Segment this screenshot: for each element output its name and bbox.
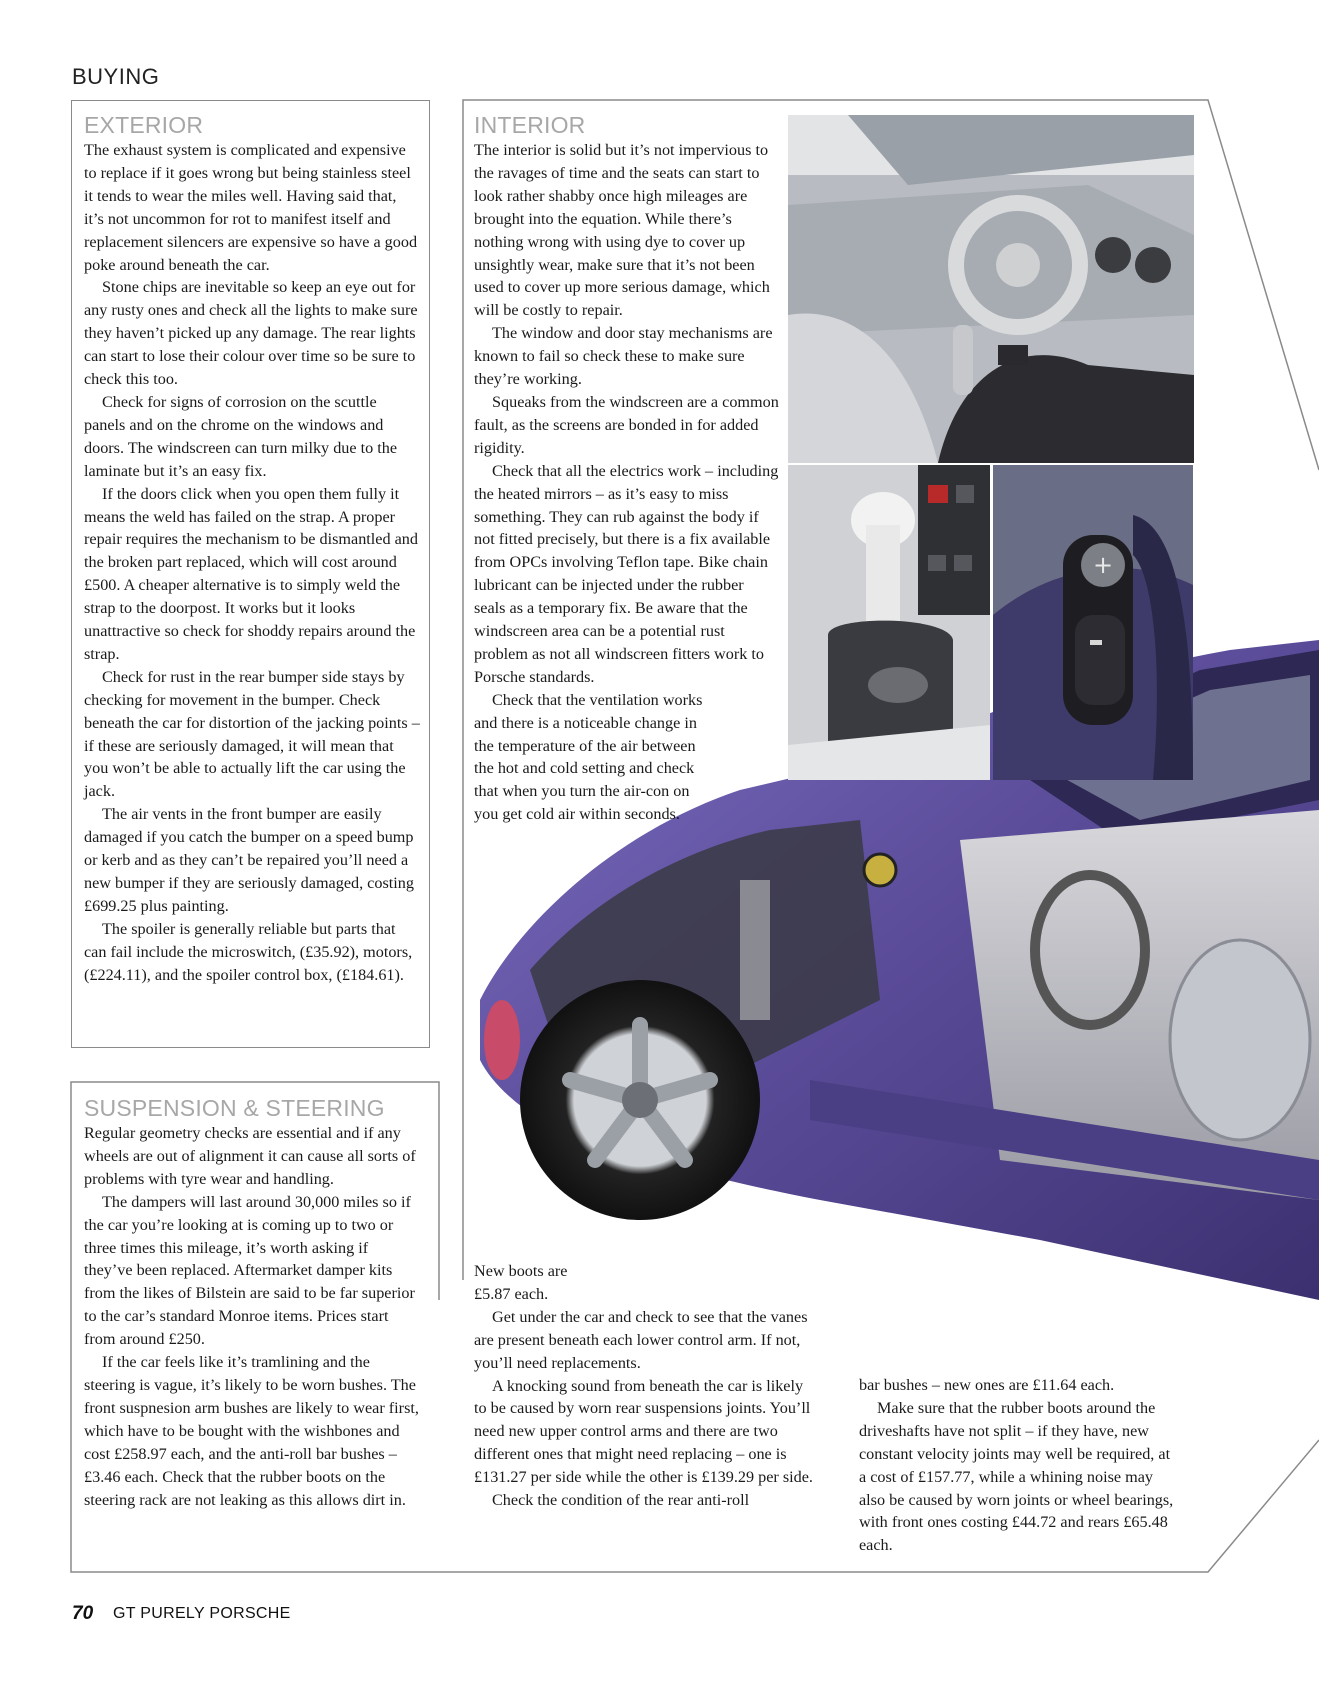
suspension-paragraph: bar bushes – new ones are £11.64 each.	[859, 1376, 1115, 1394]
interior-paragraph: The interior is solid but it’s not impervious to the ravages of time and the seats can start to look rather shabby once high mileages are brought into the equation. While there’s nothing wrong with using dye to cover up unsightly wear, make sure that it’s not been used to cover up more serious damage, which will be costly to repair.	[474, 141, 770, 320]
exterior-body	[84, 139, 420, 987]
interior-paragraph: Squeaks from the windscreen are a common fault, as the screens are bonded in for added rigidity.	[474, 392, 779, 457]
suspension-col1	[84, 1122, 420, 1511]
exterior-paragraph: If the doors click when you open them fully it means the weld has failed on the strap. A proper repair requires the mechanism to be dismantled and the broken part replaced, which will cost around £500. A cheaper alternative is to simply weld the strap to the doorpost. It works but it looks unattractive so check for shoddy repairs around the strap.	[84, 484, 418, 663]
exterior-paragraph: The spoiler is generally reliable but parts that can fail include the microswitch, (£35.92), motors, (£224.11), and the spoiler control box, (£184.61).	[84, 919, 413, 984]
interior-paragraph: The window and door stay mechanisms are known to fail so check these to make sure they’re working.	[474, 324, 773, 389]
interior-heading: INTERIOR	[474, 112, 586, 138]
suspension-heading: SUSPENSION & STEERING	[84, 1095, 385, 1121]
suspension-paragraph: The dampers will last around 30,000 miles so if the car you’re looking at is coming up to two or three times this mileage, it’s worth asking if they’ve been replaced. Aftermarket damper kits from the likes of Bilstein are said to be far superior to the car’s standard Monroe items. Prices start from around £250.	[84, 1192, 415, 1349]
exterior-paragraph: The exhaust system is complicated and expensive to replace if it goes wrong but being stainless steel it tends to wear the miles well. Having said that, it’s not uncommon for rot to manifest itself and replacement silencers are expensive so have a good poke around beneath the car.	[84, 141, 418, 274]
suspension-paragraph: New boots are £5.87 each.	[474, 1262, 568, 1303]
interior-body	[474, 139, 779, 826]
exterior-paragraph: Check for rust in the rear bumper side stays by checking for movement in the bumper. Check beneath the car for distortion of the jacking points – if these are seriously damaged, it will mean that you won’t be able to actually lift the car using the jack.	[84, 667, 420, 801]
page-number: 70	[72, 1603, 94, 1624]
section-label: BUYING	[72, 64, 160, 89]
magazine-title: GT PURELY PORSCHE	[113, 1605, 291, 1622]
suspension-paragraph: Regular geometry checks are essential and if any wheels are out of alignment it can cause all sorts of problems with tyre wear and handling.	[84, 1124, 416, 1188]
svg-text:+: +	[1092, 551, 1114, 579]
suspension-col3	[859, 1374, 1179, 1557]
interior-paragraph: Check that the ventilation works and there is a noticeable change in the temperature of the air between the hot and cold setting and check that when you turn the air-con on you get cold air within seconds.	[474, 690, 703, 824]
exterior-heading: EXTERIOR	[84, 112, 204, 138]
suspension-paragraph: Make sure that the rubber boots around the driveshafts have not split – if they have, new constant velocity joints may well be required, at a cost of £157.77, while a whining noise may also be caused by worn joints or wheel bearings, with front ones costing £44.72 and rears £65.48 each.	[859, 1398, 1174, 1555]
exterior-paragraph: The air vents in the front bumper are easily damaged if you catch the bumper on a speed bump or kerb and as they can’t be repaired you’ll need a new bumper if they are seriously damaged, costing £699.25 plus painting.	[84, 805, 414, 915]
suspension-col2	[474, 1260, 814, 1512]
suspension-paragraph: A knocking sound from beneath the car is likely to be caused by worn rear suspensions joints. You’ll need new upper control arms and there are two different ones that might need replacing – one is £131.27 per side while the other is £139.29 per side.	[474, 1376, 813, 1487]
suspension-paragraph: Check the condition of the rear anti-roll	[492, 1491, 750, 1510]
exterior-paragraph: Stone chips are inevitable so keep an eye out for any rusty ones and check all the lights to make sure they haven’t picked up any damage. The rear lights can start to lose their colour over time so be sure to check this too.	[84, 278, 418, 389]
suspension-paragraph: Get under the car and check to see that the vanes are present beneath each lower control arm. If not, you’ll need replacements.	[474, 1307, 808, 1372]
exterior-paragraph: Check for signs of corrosion on the scuttle panels and on the chrome on the windows and doors. The windscreen can turn milky due to the laminate but it’s an easy fix.	[84, 392, 398, 480]
suspension-paragraph: If the car feels like it’s tramlining and the steering is vague, it’s likely to be worn bushes. The front suspnesion arm bushes are likely to wear first, which have to be bought with the wishbones and cost £258.97 each, and the anti-roll bar bushes – £3.46 each. Check that the rubber boots on the steering rack are not leaking as this allows dirt in.	[84, 1353, 419, 1509]
interior-paragraph: Check that all the electrics work – including the heated mirrors – as it’s easy to miss something. They can rub against the body if not fitted precisely, but there is a fix available from OPCs involving Teflon tape. Bike chain lubricant can be injected under the rubber seals as a temporary fix. Be aware that the windscreen area can be a potential rust problem as not all windscreen fitters work to Porsche standards.	[474, 461, 779, 686]
